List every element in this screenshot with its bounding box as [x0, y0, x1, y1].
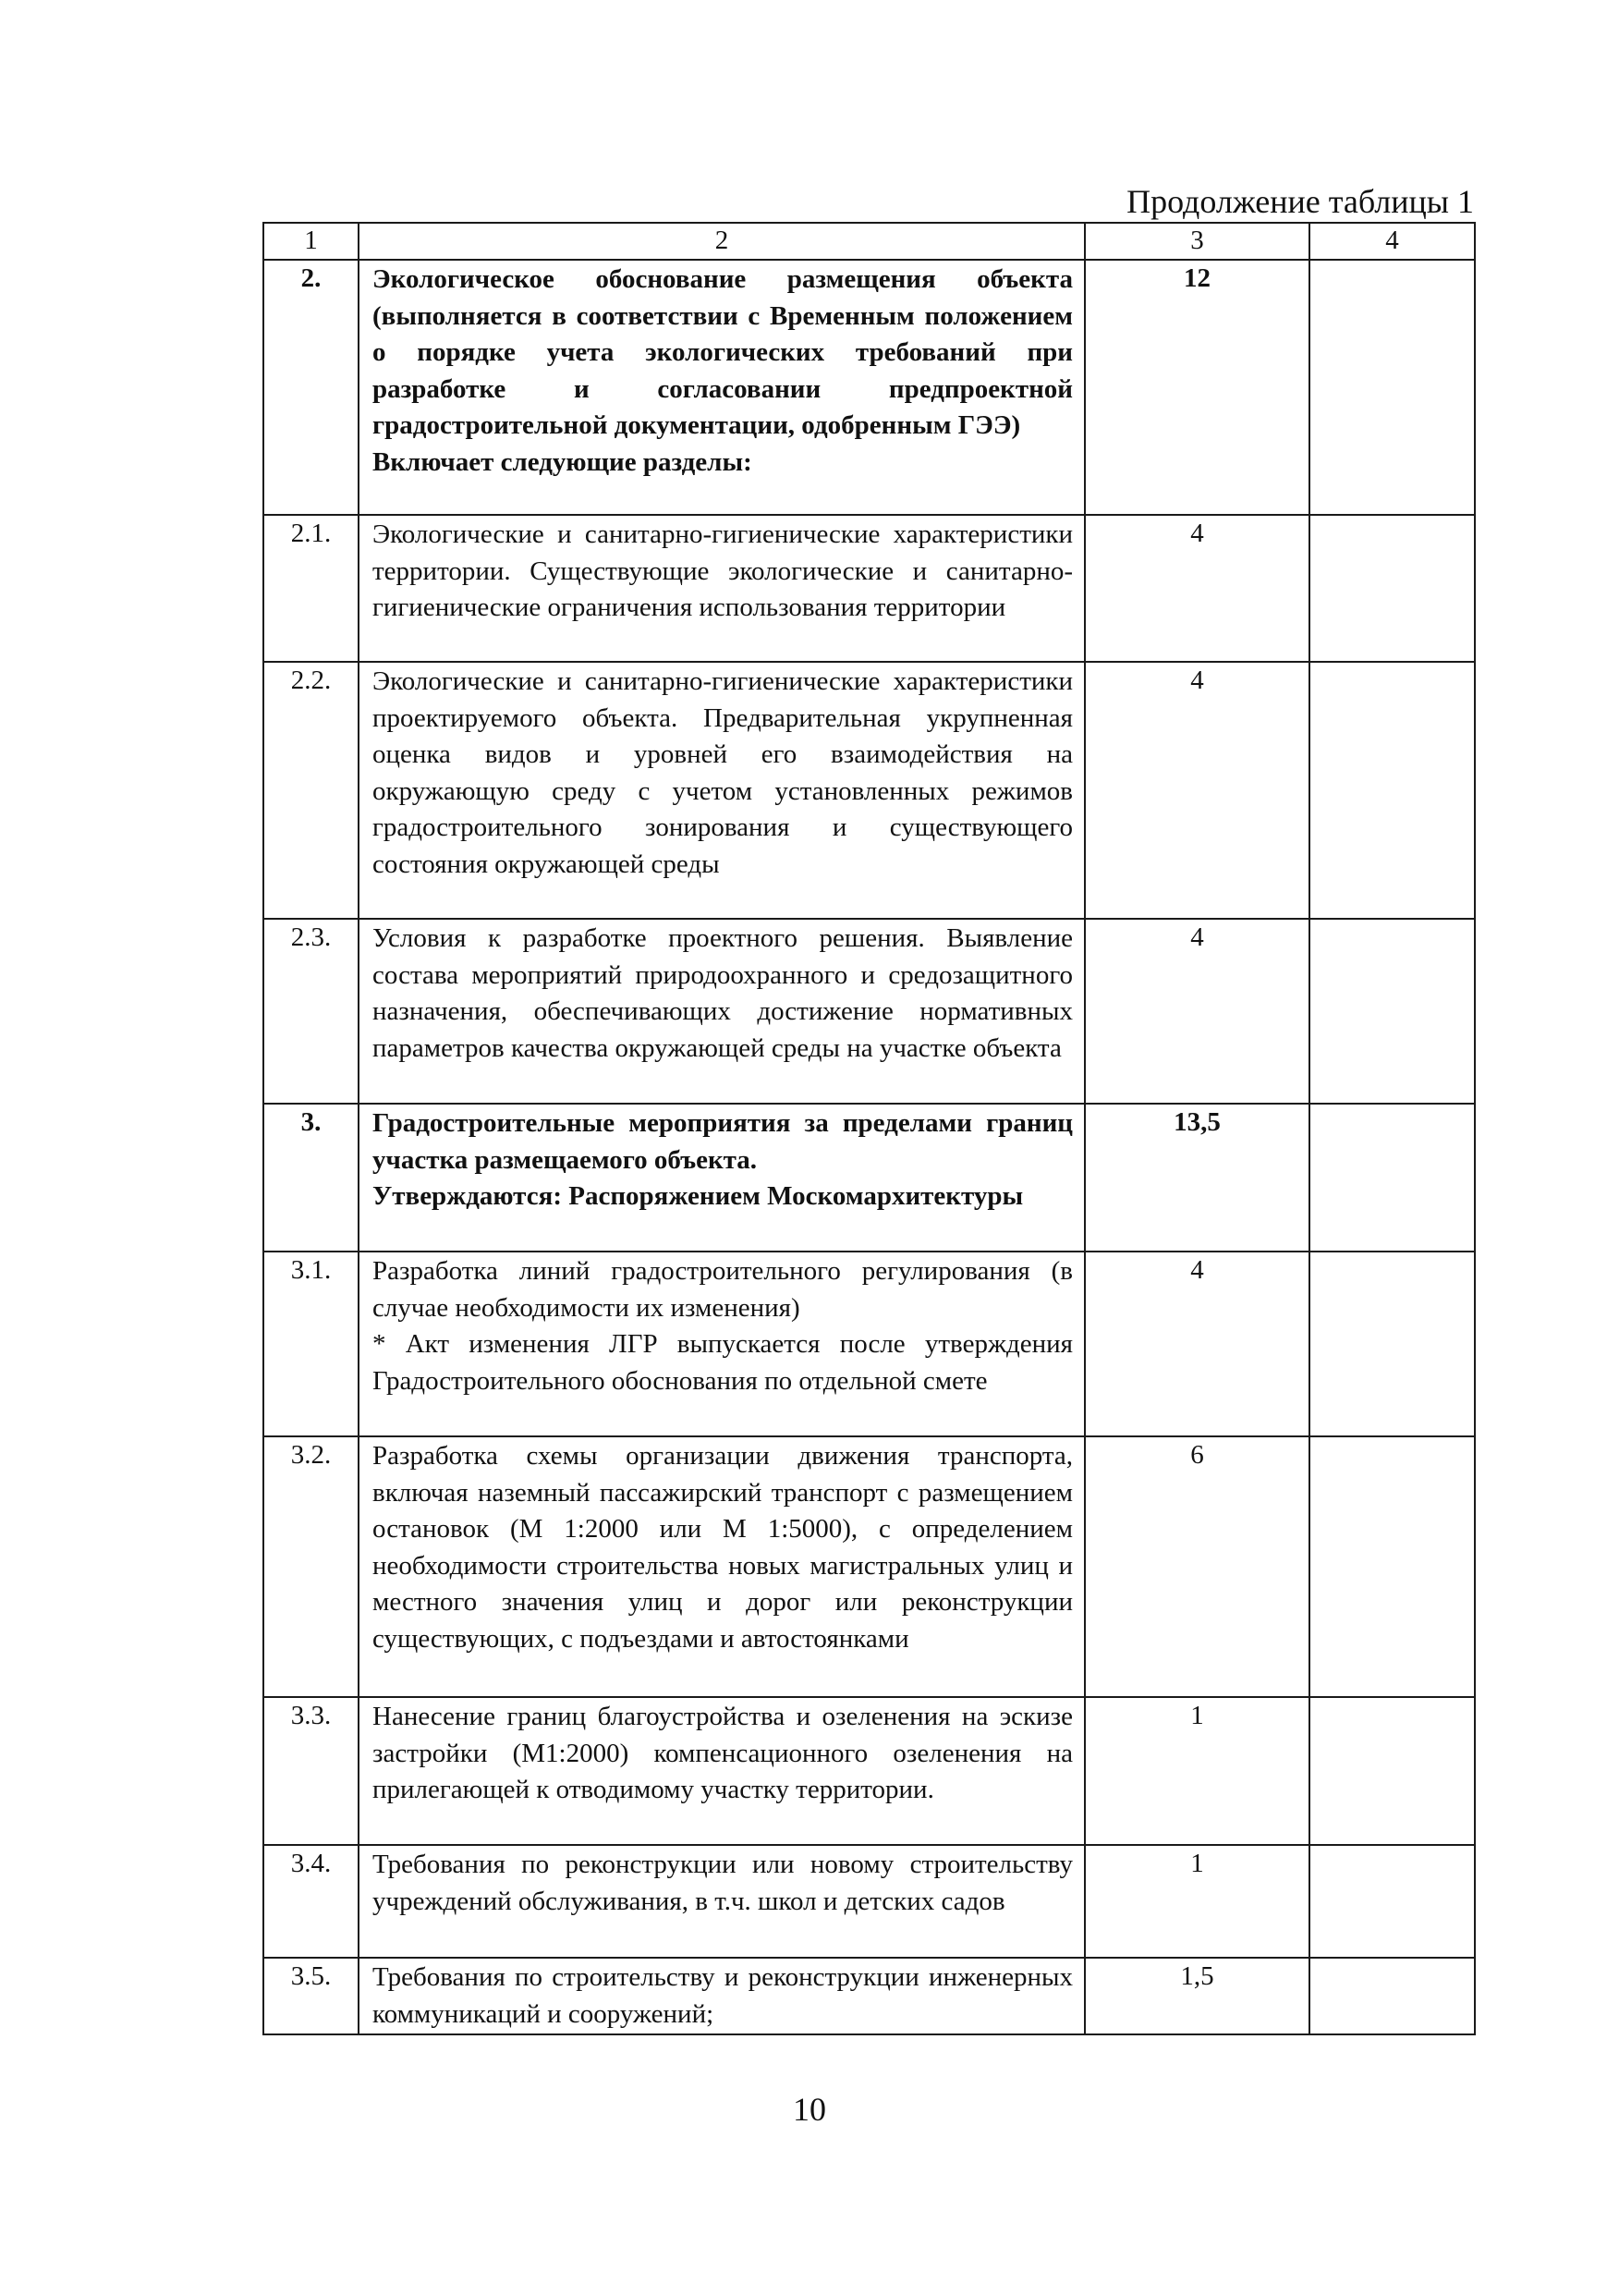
row-col4 [1309, 662, 1475, 919]
row-value: 12 [1085, 260, 1309, 515]
row-description-text: Градостроительные мероприятия за пределами границ участка размещаемого объекта. [372, 1108, 1073, 1175]
row-col4 [1309, 515, 1475, 662]
table-row [263, 919, 1475, 1104]
work-items-table [262, 222, 1476, 2035]
row-col4 [1309, 1436, 1475, 1697]
row-description-text: Условия к разработке проектного решения. Выявление состава мероприятий природоохранного и средозащитного назначения, обеспечивающих достижение нормативных параметров качества окружающей среды на участке объекта [372, 923, 1073, 1063]
row-description-text: Требования по строительству и реконструкции инженерных коммуникаций и сооружений; [372, 1962, 1073, 2029]
row-description-text: Нанесение границ благоустройства и озеленения на эскизе застройки (М1:2000) компенсационного озеленения на прилегающей к отводимому участку территории. [372, 1702, 1073, 1804]
row-number: 3.2. [263, 1436, 359, 1697]
row-description-text: Разработка линий градостроительного регулирования (в случае необходимости их изменения) [372, 1256, 1073, 1323]
row-number: 3.4. [263, 1845, 359, 1958]
table-row [263, 1958, 1475, 2034]
table-header-row [263, 223, 1475, 260]
row-description [359, 1845, 1085, 1958]
row-col4 [1309, 1252, 1475, 1436]
row-value: 1,5 [1085, 1958, 1309, 2034]
row-number: 2. [263, 260, 359, 515]
table-row [263, 1104, 1475, 1252]
row-col4 [1309, 1697, 1475, 1845]
row-description [359, 1104, 1085, 1252]
row-description-text: Экологическое обоснование размещения объекта (выполняется в соответствии с Временным положением о порядке учета экологических требований при разработке и согласовании предпроектной градостроительной документации, одобренным ГЭЭ) [372, 264, 1073, 440]
row-description [359, 662, 1085, 919]
row-description-subtext: * Акт изменения ЛГР выпускается после утверждения Градостроительного обоснования по отдельной смете [372, 1329, 1073, 1396]
row-number: 2.3. [263, 919, 359, 1104]
row-description-text: Требования по реконструкции или новому строительству учреждений обслуживания, в т.ч. школ и детских садов [372, 1850, 1073, 1916]
page-number: 10 [793, 2091, 826, 2128]
row-description-subtext: Включает следующие разделы: [372, 446, 752, 477]
table-row [263, 1845, 1475, 1958]
row-number: 2.2. [263, 662, 359, 919]
row-col4 [1309, 919, 1475, 1104]
row-value: 6 [1085, 1436, 1309, 1697]
row-value: 4 [1085, 662, 1309, 919]
row-number: 3. [263, 1104, 359, 1252]
column-header-3: 3 [1085, 223, 1309, 260]
row-value: 4 [1085, 919, 1309, 1104]
table-row [263, 515, 1475, 662]
table-row [263, 1436, 1475, 1697]
row-number: 3.1. [263, 1252, 359, 1436]
row-value: 1 [1085, 1845, 1309, 1958]
table-row [263, 662, 1475, 919]
row-description-text: Экологические и санитарно-гигиенические характеристики территории. Существующие экологические и санитарно-гигиенические ограничения использования территории [372, 519, 1073, 622]
column-header-4: 4 [1309, 223, 1475, 260]
row-col4 [1309, 1104, 1475, 1252]
row-value: 13,5 [1085, 1104, 1309, 1252]
row-value: 4 [1085, 1252, 1309, 1436]
table-row [263, 1697, 1475, 1845]
column-header-2: 2 [359, 223, 1085, 260]
row-description [359, 1958, 1085, 2034]
table-caption: Продолжение таблицы 1 [1126, 183, 1474, 220]
row-col4 [1309, 260, 1475, 515]
row-description [359, 260, 1085, 515]
row-value: 1 [1085, 1697, 1309, 1845]
row-description [359, 1697, 1085, 1845]
row-description-text: Экологические и санитарно-гигиенические характеристики проектируемого объекта. Предварительная укрупненная оценка видов и уровней его взаимодействия на окружающую среду с учетом установленных режимов градостроительного зонирования и существующего состояния окружающей среды [372, 666, 1073, 879]
row-number: 3.5. [263, 1958, 359, 2034]
table-row [263, 260, 1475, 515]
table-row [263, 1252, 1475, 1436]
row-description [359, 1252, 1085, 1436]
row-description [359, 515, 1085, 662]
row-col4 [1309, 1958, 1475, 2034]
row-description-text: Разработка схемы организации движения транспорта, включая наземный пассажирский транспорт с размещением остановок (М 1:2000 или М 1:5000), с определением необходимости строительства новых магистральных улиц и местного значения улиц и дорог или реконструкции существующих, с подъездами и автостоянками [372, 1441, 1073, 1654]
column-header-1: 1 [263, 223, 359, 260]
row-description [359, 1436, 1085, 1697]
row-number: 3.3. [263, 1697, 359, 1845]
row-description [359, 919, 1085, 1104]
row-col4 [1309, 1845, 1475, 1958]
row-description-subtext: Утверждаются: Распоряжением Москомархитектуры [372, 1181, 1024, 1211]
row-value: 4 [1085, 515, 1309, 662]
row-number: 2.1. [263, 515, 359, 662]
